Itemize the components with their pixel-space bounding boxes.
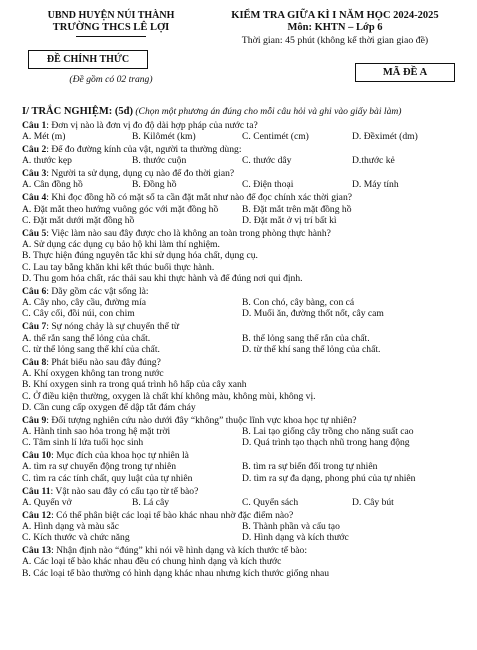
- answer-option: D. Máy tính: [352, 179, 399, 191]
- question-number: Câu 6: [22, 285, 47, 297]
- question-number: Câu 9: [22, 414, 47, 426]
- question-number: Câu 1: [22, 119, 47, 131]
- question-number: Câu 2: [22, 144, 47, 155]
- question-number: Câu 7: [22, 321, 47, 333]
- section-title: I/ TRẮC NGHIỆM: (5đ): [22, 106, 133, 117]
- answer-options: [22, 461, 462, 484]
- question-text: : Mục đích của khoa học tự nhiên là: [51, 450, 189, 462]
- answer-options: [22, 131, 462, 142]
- question: [22, 192, 462, 226]
- answer-option: B. Kilômét (km): [132, 131, 196, 143]
- answer-options: [22, 204, 462, 227]
- answer-option: D. tìm ra sự đa dạng, phong phú của tự nhiên: [242, 472, 416, 484]
- answer-option: A. Hành tinh sao hỏa trong hệ mặt trời: [22, 426, 171, 437]
- answer-option: D. Cây bút: [352, 496, 394, 508]
- answer-option: C. tìm ra các tính chất, quy luật của tự nhiên: [22, 472, 193, 484]
- question-text: : Để đo đường kính của vật, người ta thường dùng:: [46, 144, 242, 155]
- exam-subject: Môn: KHTN – Lớp 6: [287, 22, 383, 34]
- question: [22, 510, 462, 544]
- answer-option: C. Kích thước và chức năng: [22, 532, 130, 544]
- question: [22, 321, 462, 355]
- answer-options: [22, 179, 462, 190]
- exam-time: Thời gian: 45 phút (không kể thời gian giao đề): [241, 34, 429, 46]
- question-number: Câu 5: [22, 227, 47, 239]
- answer-option: C. thước dây: [242, 155, 292, 167]
- answer-option: B. Các loại tế bào thường có hình dạng khác nhau nhưng kích thước giống nhau: [22, 567, 330, 579]
- answer-option: B. Lá cây: [132, 496, 170, 508]
- question-text: : Dãy gồm các vật sống là:: [46, 285, 149, 297]
- answer-option: A. Quyển vở: [22, 496, 72, 508]
- answer-options: [22, 333, 462, 356]
- answer-option: B. tìm ra sự biến đổi trong tự nhiên: [242, 461, 378, 473]
- school-header: [22, 10, 200, 37]
- question-text: : Khi đọc đồng hồ có mặt số ta cần đặt mắt như nào để đọc chính xác thời gian?: [46, 192, 352, 204]
- answer-option: A. thước kẹp: [22, 155, 72, 167]
- question-number: Câu 8: [22, 356, 47, 368]
- answer-option: D. Đặt mắt ở vị trí bất kì: [242, 214, 337, 226]
- question-stem: [22, 120, 462, 131]
- answer-option: B. Đồng hồ: [132, 179, 177, 191]
- question-stem: [22, 450, 462, 461]
- answer-option: A. Mét (m): [22, 131, 66, 143]
- answer-option: A. Sử dụng các dụng cụ bảo hộ khi làm thí nghiệm.: [22, 239, 220, 250]
- question-text: : Người ta sử dụng, dụng cụ nào để đo thời gian?: [46, 168, 235, 180]
- answer-option: A. Đặt mắt theo hướng vuông góc với mặt đồng hồ: [22, 203, 219, 215]
- school-name: TRƯỜNG THCS LÊ LỢI: [52, 21, 170, 33]
- answer-option: B. Khí oxygen sinh ra trong quá trình hô hấp của cây xanh: [22, 379, 247, 391]
- answer-options: [22, 155, 462, 166]
- question-number: Câu 13: [22, 545, 52, 557]
- question-stem: [22, 415, 462, 426]
- answer-option: C. Ở điều kiện thường, oxygen là chất khí không màu, không mùi, không vị.: [22, 390, 316, 402]
- question: [22, 228, 462, 285]
- exam-title: KIỂM TRA GIỮA KÌ I NĂM HỌC 2024-2025: [231, 10, 439, 21]
- answer-option: D. từ thể khí sang thể lỏng của chất.: [242, 343, 381, 355]
- answer-option: A. Các loại tế bào khác nhau đều có chung hình dạng và kích thước: [22, 556, 282, 568]
- question-stem: [22, 486, 462, 497]
- question-text: : Sự nóng chảy là sự chuyển thể từ: [46, 321, 180, 333]
- pages-note: (Đề gồm có 02 trang): [69, 74, 153, 85]
- question-stem: [22, 510, 462, 521]
- answer-option: C. Centimét (cm): [242, 131, 309, 143]
- answer-option: B. Thực hiện đúng nguyên tắc khi sử dụng hóa chất, dụng cụ.: [22, 250, 258, 262]
- question: [22, 144, 462, 167]
- question-text: : Đơn vị nào là đơn vị đo độ dài hợp pháp của nước ta?: [46, 119, 258, 131]
- section-note: (Chọn một phương án đúng cho mỗi câu hỏi và ghi vào giấy bài làm): [135, 106, 402, 117]
- answer-option: D. Thu gom hóa chất, rác thải sau khi thực hành và để đúng nơi qui định.: [22, 272, 303, 284]
- answer-options: [22, 497, 462, 508]
- question-stem: [22, 144, 462, 155]
- official-box: ĐỀ CHÍNH THỨC: [28, 50, 148, 69]
- question-text: : Vật nào sau đây có cấu tạo từ tế bào?: [50, 485, 199, 497]
- answer-option: B. thể lỏng sang thể rắn của chất.: [242, 332, 370, 344]
- answer-option: A. tìm ra sự chuyển động trong tự nhiên: [22, 461, 177, 473]
- answer-option: A. Hình dạng và màu sắc: [22, 521, 119, 532]
- answer-option: C. Cây cối, đồi núi, con chim: [22, 308, 135, 320]
- question: [22, 168, 462, 191]
- answer-option: C. Tâm sinh lí lứa tuổi học sinh: [22, 437, 144, 449]
- exam-content: [22, 106, 462, 579]
- header-underline: [76, 36, 146, 37]
- answer-option: C. Lau tay bằng khăn khi kết thúc buổi thực hành.: [22, 261, 215, 273]
- question-number: Câu 12: [22, 509, 52, 521]
- question-text: : Phát biểu nào sau đây đúng?: [46, 356, 161, 368]
- section-heading: [22, 106, 462, 118]
- question: [22, 120, 462, 143]
- question-text: : Nhận định nào “đúng” khi nói về hình dạng và kích thước tế bào:: [51, 545, 307, 557]
- answer-options: [22, 368, 462, 413]
- answer-option: D. Cần cung cấp oxygen để dập tắt đám cháy: [22, 401, 196, 413]
- question-stem: [22, 192, 462, 203]
- answer-option: A. Cân đồng hồ: [22, 179, 83, 191]
- question-number: Câu 4: [22, 192, 47, 204]
- exam-code-box: MÃ ĐỀ A: [355, 63, 455, 82]
- question: [22, 357, 462, 414]
- answer-options: [22, 426, 462, 449]
- question: [22, 286, 462, 320]
- question-stem: [22, 321, 462, 332]
- answer-option: C. Điện thoại: [242, 179, 294, 191]
- answer-option: A. Cây nho, cây cầu, đường mía: [22, 297, 147, 309]
- answer-option: B. Lai tạo giống cây trồng cho năng suất cao: [242, 426, 414, 437]
- question: [22, 415, 462, 449]
- question: [22, 450, 462, 484]
- org-name: UBND HUYỆN NÚI THÀNH: [47, 10, 175, 21]
- answer-option: C. từ thể lỏng sang thể khí của chất.: [22, 343, 160, 355]
- answer-option: B. Con chó, cây bàng, con cá: [242, 297, 355, 309]
- question: [22, 545, 462, 579]
- answer-options: [22, 556, 462, 579]
- answer-option: D. Đềximét (dm): [352, 131, 418, 143]
- answer-option: D.thước kẻ: [352, 155, 395, 167]
- answer-option: D. Hình dạng và kích thước: [242, 532, 349, 544]
- question-list: [22, 120, 462, 579]
- question-number: Câu 11: [22, 485, 51, 497]
- answer-option: B. thước cuộn: [132, 155, 187, 167]
- question-stem: [22, 357, 462, 368]
- question-number: Câu 3: [22, 168, 47, 180]
- answer-option: A. thể rắn sang thể lỏng của chất.: [22, 332, 151, 344]
- answer-option: D. Muối ăn, đường thốt nốt, cây cam: [242, 308, 384, 320]
- question-text: : Đối tượng nghiên cứu nào dưới đây “không” thuộc lĩnh vực khoa học tự nhiên?: [46, 414, 357, 426]
- answer-option: C. Quyển sách: [242, 496, 299, 508]
- answer-option: B. Thành phần và cấu tạo: [242, 521, 340, 532]
- question: [22, 486, 462, 509]
- answer-option: C. Đặt mắt dưới mặt đồng hồ: [22, 214, 135, 226]
- answer-options: [22, 239, 462, 284]
- answer-option: B. Đặt mắt trên mặt đồng hồ: [242, 203, 352, 215]
- question-stem: [22, 168, 462, 179]
- question-stem: [22, 545, 462, 556]
- question-text: : Việc làm nào sau đây được cho là không an toàn trong phòng thực hành?: [46, 227, 331, 239]
- question-number: Câu 10: [22, 450, 52, 462]
- answer-option: D. Quá trình tạo thạch nhũ trong hang động: [242, 437, 410, 449]
- question-text: : Có thể phân biệt các loại tế bào khác nhau nhờ đặc điểm nào?: [51, 509, 294, 521]
- answer-options: [22, 521, 462, 544]
- answer-options: [22, 297, 462, 320]
- answer-option: A. Khí oxygen không tan trong nước: [22, 367, 164, 379]
- question-stem: [22, 228, 462, 239]
- question-stem: [22, 286, 462, 297]
- exam-header: [205, 10, 465, 46]
